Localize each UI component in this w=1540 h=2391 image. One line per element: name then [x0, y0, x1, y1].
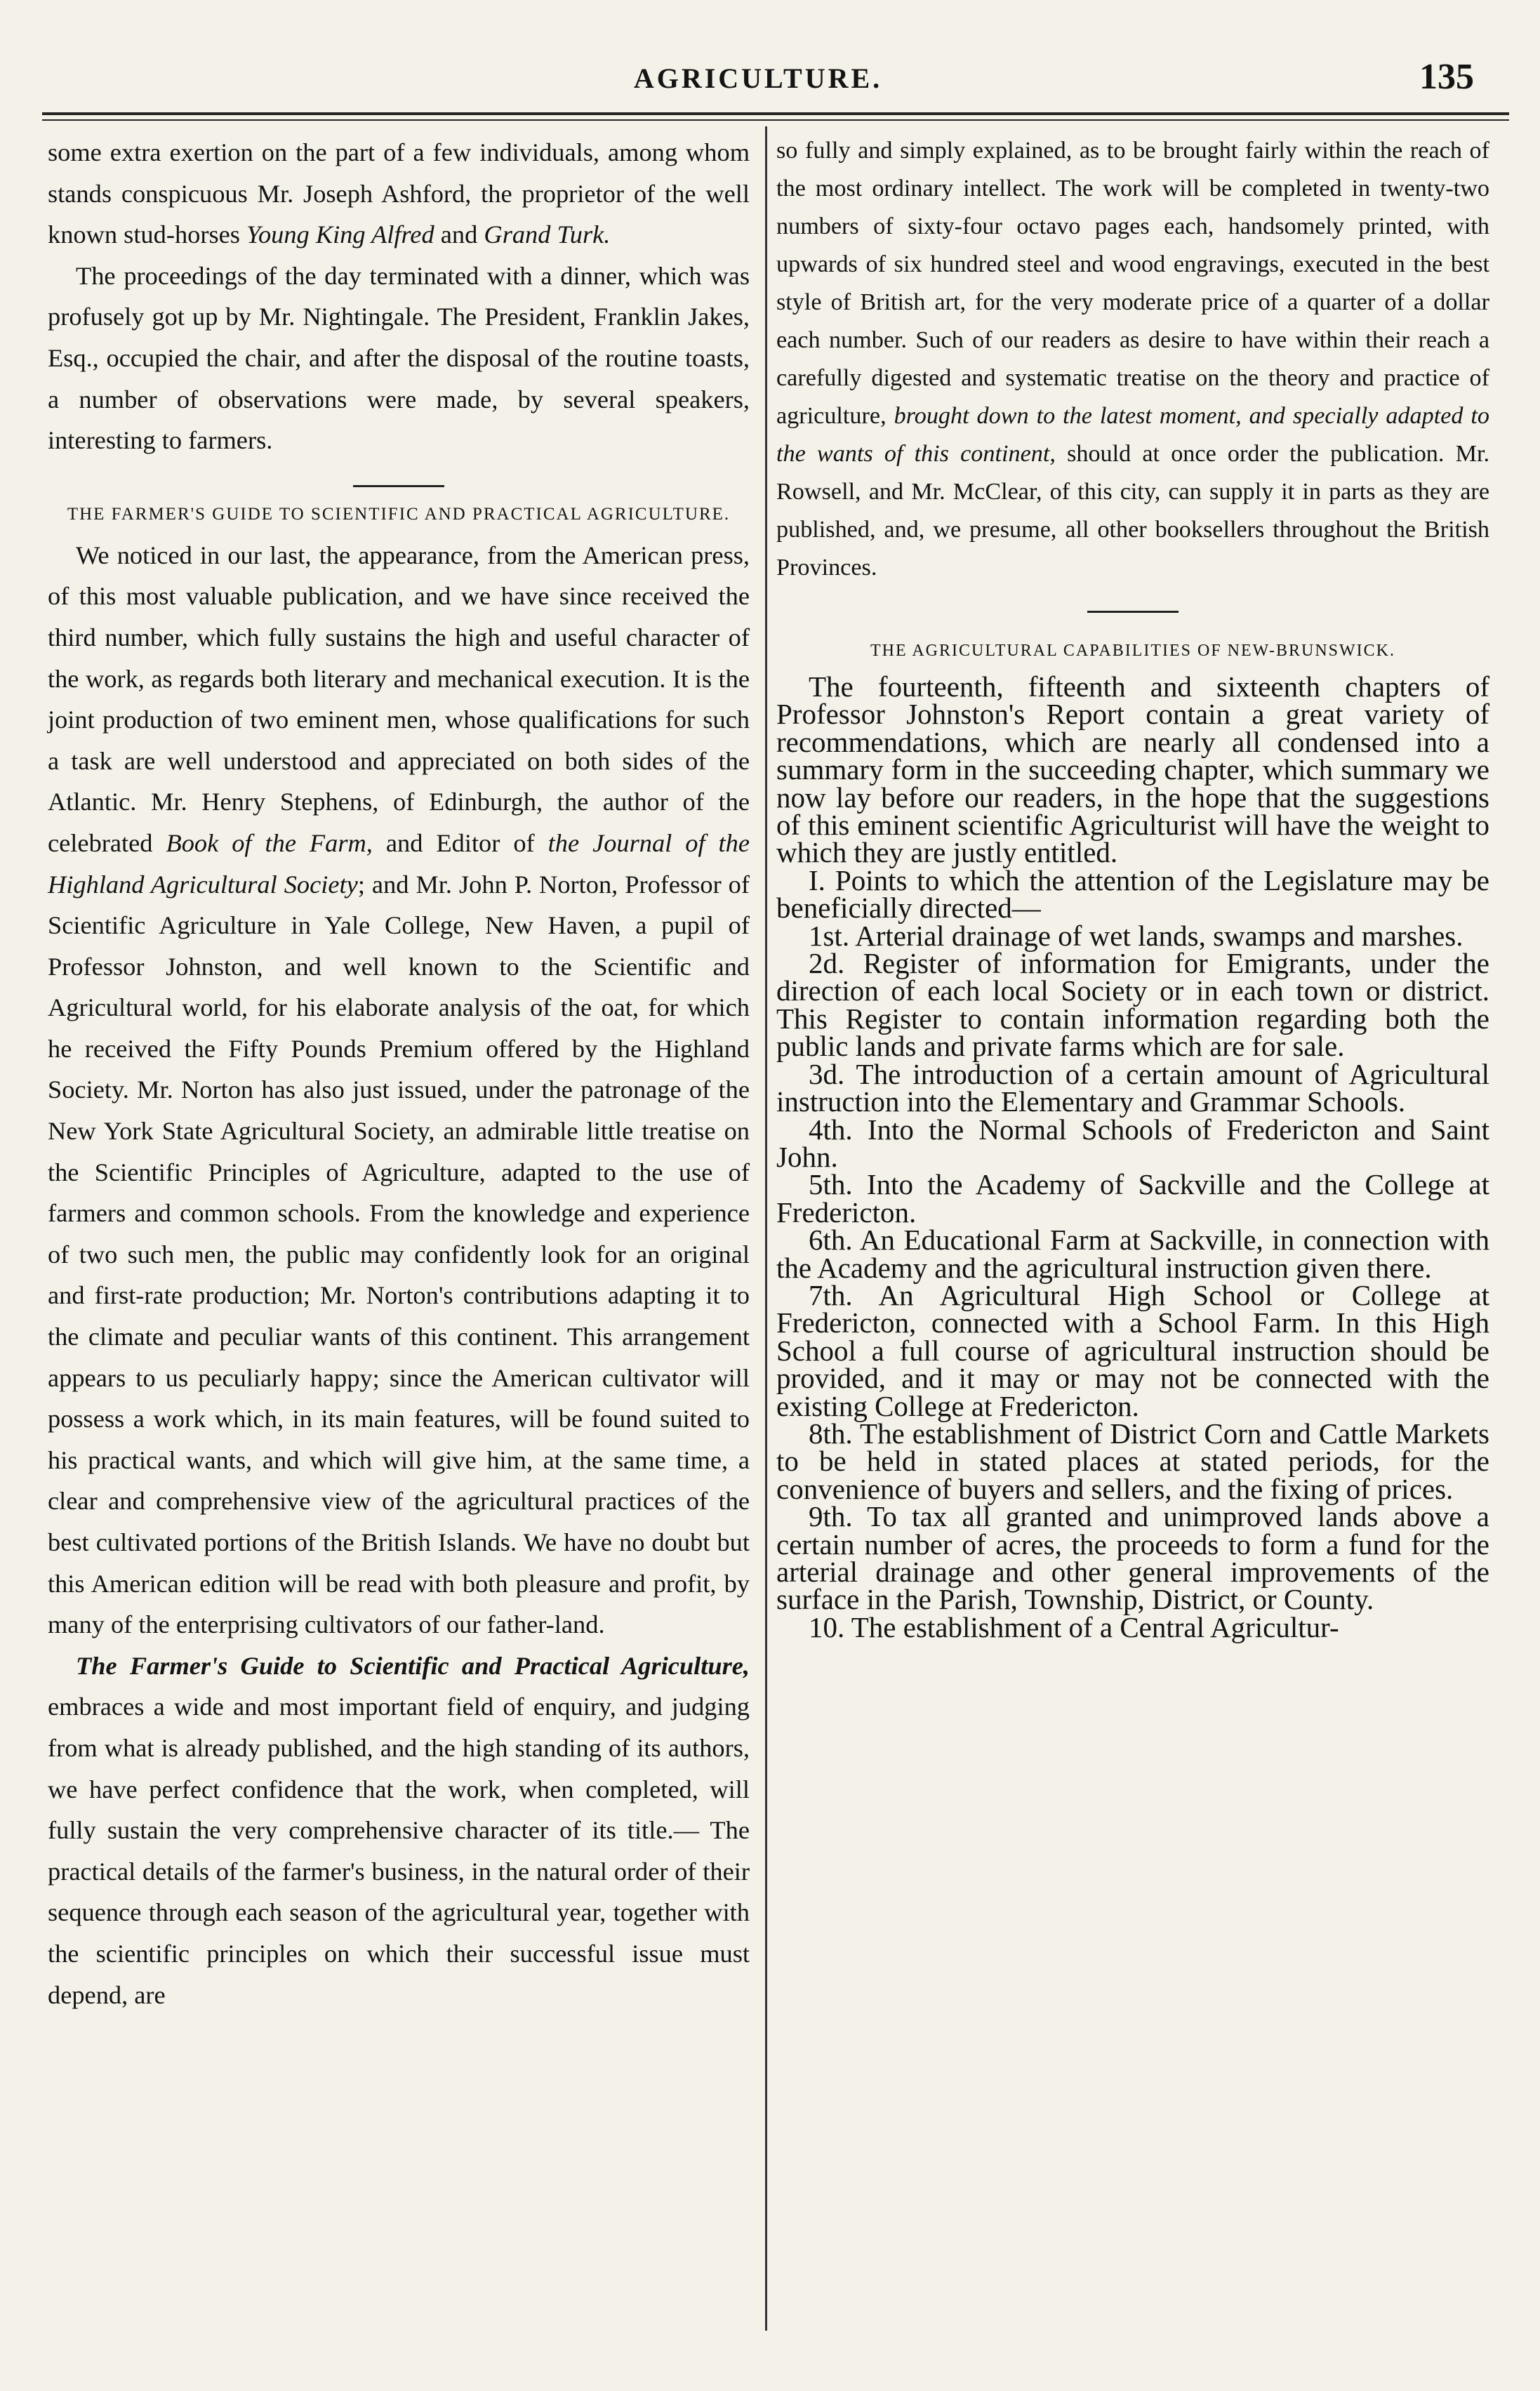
list-item: 6th. An Educational Farm at Sackville, in connection with the Academy and the agricultural instruction given there. — [776, 1224, 1489, 1284]
para-text: so fully and simply explained, as to be brought fairly within the reach of the most ordinary intellect. The work will be completed in twenty-two numbers of sixty-four octavo pages each, handsomely printed, with upwards of six hundred steel and wood engravings, executed in the best style of British art, for the very moderate price of a quarter of a dollar each number. Such of our readers as desire to have within their reach a carefully digested and systematic treatise on the theory and practice of agriculture, — [776, 138, 1489, 429]
column-divider — [765, 126, 767, 2331]
para-text: We noticed in our last, the appearance, from the American press, of this most valuable publication, and we have since received the third number, which fully sustains the high and useful character of the work, as regards both literary and mechanical execution. It is the joint production of two eminent men, whose qualifications for such a task are well understood and appreciated on both sides of the Atlantic. Mr. Henry Stephens, of Edinburgh, the author of the celebrated — [48, 541, 750, 857]
para-text: and — [440, 220, 478, 249]
para-text: some extra exertion on the part of a few individuals, among whom stands conspicuous Mr. Joseph Ashford, the proprietor of the well known stud-horses — [48, 138, 750, 249]
para-text: ; and Mr. John P. Norton, Professor of Scientific Agriculture in Yale College, New Haven, a pupil of Professor Johnston, and well known to the Scientific and Agricultural world, for his elaborate analysis of the oat, for which he received the Fifty Pounds Premium offered by the Highland Society. Mr. Norton has also just issued, under the patronage of the New York State Agricultural Society, an admirable little treatise on the Scientific Principles of Agriculture, adapted to the use of farmers and common schools. From the knowledge and experience of two such men, the public may confidently look for an original and first-rate production; Mr. Norton's contributions adapting it to the climate and peculiar wants of this continent. This arrangement appears to us peculiarly happy; since the American cultivator will possess a work which, in its main features, will be found suited to his practical wants, and which will give him, at the same time, a clear and comprehensive view of the agricultural practices of the best cultivated portions of the British Islands. We have no doubt but this American edition will be read with both pleasure and profit, by many of the enterprising cultivators of our father-land. — [48, 870, 750, 1639]
list-item: 10. The establishment of a Central Agricultur- — [809, 1610, 1339, 1643]
paragraph-dinner: The proceedings of the day terminated with a dinner, which was profusely got up by Mr. Nightingale. The President, Franklin Jakes, Esq., occupied the chair, and after the disposal of the routine toasts, a number of observations were made, by several speakers, interesting to farmers. — [48, 261, 750, 455]
new-brunswick-article — [776, 670, 1489, 1643]
header-rule — [42, 112, 1509, 115]
points-heading: I. Points to which the attention of the Legislature may be beneficially directed— — [776, 863, 1489, 925]
section-divider — [353, 485, 444, 487]
para-text: and Editor of — [385, 828, 535, 857]
header-rule-thin — [42, 119, 1509, 121]
page-number: 135 — [1419, 57, 1474, 97]
list-item: 4th. Into the Normal Schools of Fredericton and Saint John. — [776, 1113, 1489, 1173]
emphasis-text: brought down to the latest moment, and specially adapted to the wants of this continent, — [776, 403, 1490, 467]
recommendations-list — [776, 919, 1489, 1643]
running-head — [42, 57, 1474, 104]
para-text: embraces a wide and most important field of enquiry, and judging from what is already published, and the high standing of its authors, we have perfect confidence that the work, when completed, will fully sustain the very comprehensive character of its title.— The practical details of the farmer's business, in the natural order of their sequence through each season of the agricultural year, together with the scientific principles on which their successful issue must depend, are — [48, 1693, 750, 2009]
paragraph-review — [48, 535, 750, 1645]
book-title: Book of the Farm, — [166, 828, 373, 857]
page-title: AGRICULTURE. — [633, 62, 883, 94]
right-column — [776, 132, 1489, 1641]
horse-name: Young King Alfred — [246, 220, 434, 249]
article-continuation — [48, 132, 750, 256]
list-item: 1st. Arterial drainage of wet lands, swamps and marshes. — [809, 919, 1463, 952]
list-item: 3d. The introduction of a certain amount of Agricultural instruction into the Elementary and Grammar Schools. — [776, 1057, 1489, 1118]
list-item: 9th. To tax all granted and unimproved lands above a certain number of acres, the proceeds to form a fund for the arterial drainage and other general improvements of the surface in the Parish, Township, District, or County. — [776, 1500, 1489, 1616]
list-item: 2d. Register of information for Emigrants, under the direction of each local Society or in each town or district. This Register to contain information regarding both the public lands and private farms which are for sale. — [776, 947, 1489, 1063]
section-heading-new-brunswick: THE AGRICULTURAL CAPABILITIES OF NEW-BRUNSWICK. — [870, 642, 1396, 660]
book-title: The Farmer's Guide to Scientific and Practical Agriculture, — [76, 1651, 750, 1680]
paragraph-guide — [48, 1645, 750, 2015]
paragraph-intro: The fourteenth, fifteenth and sixteenth chapters of Professor Johnston's Report contain a great variety of recommendations, which are nearly all condensed into a summary form in the succeeding chapter, which summary we now lay before our readers, in the hope that the suggestions of this eminent scientific Agriculturist will have the weight to which they are justly entitled. — [776, 670, 1489, 869]
list-item: 8th. The establishment of District Corn and Cattle Markets to be held in stated places at stated periods, for the convenience of buyers and sellers, and the fixing of prices. — [776, 1417, 1489, 1505]
list-item: 5th. Into the Academy of Sackville and the College at Fredericton. — [776, 1168, 1489, 1228]
section-heading-farmers-guide: THE FARMER'S GUIDE TO SCIENTIFIC AND PRACTICAL AGRICULTURE. — [67, 504, 731, 524]
section-divider — [1087, 611, 1179, 613]
journal-title: the Journal of the Highland Agricultural Society — [48, 828, 750, 899]
list-item: 7th. An Agricultural High School or College at Fredericton, connected with a School Farm. In this High School a full course of agricultural instruction should be provided, and it may or may not be connected with the existing College at Fredericton. — [776, 1278, 1489, 1422]
article-continuation-right — [776, 132, 1489, 587]
horse-name: Grand Turk. — [484, 220, 611, 249]
left-column — [48, 132, 750, 2015]
para-text: should at once order the publication. Mr. Rowsell, and Mr. McClear, of this city, can supply it in parts as they are published, and, we presume, all other booksellers throughout the British Provinces. — [776, 441, 1490, 581]
